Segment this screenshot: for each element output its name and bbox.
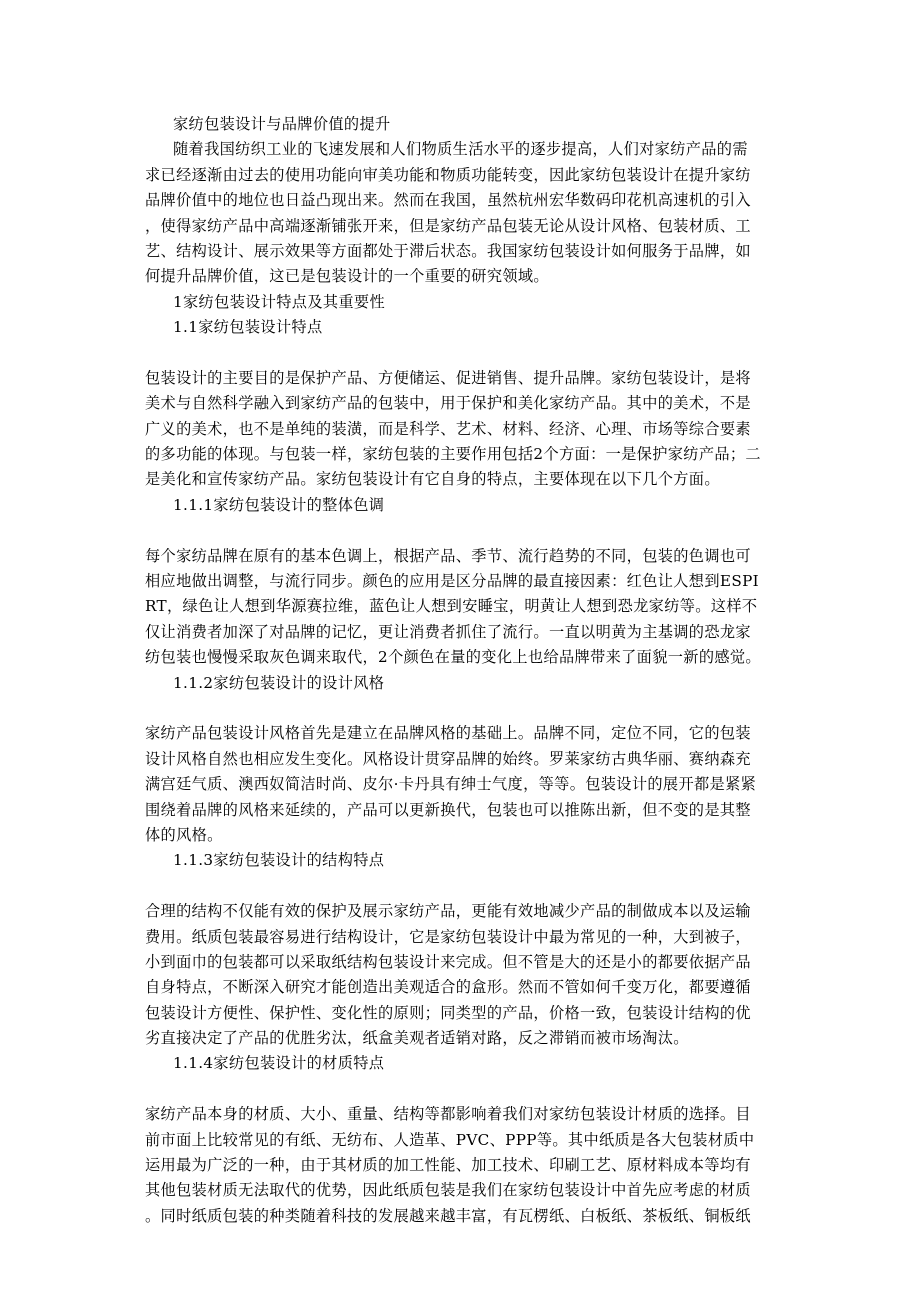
paragraph-line: 广义的美术，也不是单纯的装潢，而是科学、艺术、材料、经济、心理、市场等综合要素 bbox=[145, 419, 751, 438]
paragraph-line: 围绕着品牌的风格来延续的，产品可以更新换代，包装也可以推陈出新，但不变的是其整 bbox=[145, 800, 751, 819]
paragraph-line: 。同时纸质包装的种类随着科技的发展越来越丰富，有瓦楞纸、白板纸、茶板纸、铜板纸 bbox=[145, 1206, 751, 1225]
paragraph-line: ，使得家纺产品中高端逐渐铺张开来，但是家纺产品包装无论从设计风格、包装材质、工 bbox=[145, 216, 751, 235]
paragraph-line: 的多功能的体现。与包装一样，家纺包装的主要作用包括2个方面：一是保护家纺产品；二 bbox=[145, 445, 761, 464]
paragraph-line: 每个家纺品牌在原有的基本色调上，根据产品、季节、流行趋势的不同，包装的色调也可 bbox=[145, 546, 751, 565]
paragraph-line: 何提升品牌价值，这已是包装设计的一个重要的研究领域。 bbox=[145, 267, 549, 286]
document-title: 家纺包装设计与品牌价值的提升 bbox=[173, 115, 391, 133]
paragraph-line: 家纺产品本身的材质、大小、重量、结构等都影响着我们对家纺包装设计材质的选择。目 bbox=[145, 1105, 751, 1124]
paragraph-line: 运用最为广泛的一种，由于其材质的加工性能、加工技术、印刷工艺、原材料成本等均有 bbox=[145, 1156, 751, 1175]
section-1-1-paragraph bbox=[145, 366, 775, 493]
spacer bbox=[145, 518, 775, 543]
paragraph-line: 小到面巾的包装都可以采取纸结构包装设计来完成。但不管是大的还是小的都要依据产品 bbox=[145, 952, 751, 971]
spacer bbox=[145, 874, 775, 899]
paragraph-line: 劣直接决定了产品的优胜劣汰，纸盒美观者适销对路，反之滞销而被市场淘汰。 bbox=[145, 1029, 689, 1048]
paragraph-line: 仅让消费者加深了对品牌的记忆，更让消费者抓住了流行。一直以明黄为主基调的恐龙家 bbox=[145, 622, 751, 641]
paragraph-line: 艺、结构设计、展示效果等方面都处于滞后状态。我国家纺包装设计如何服务于品牌，如 bbox=[145, 241, 751, 260]
paragraph-line: 求已经逐渐由过去的使用功能向审美功能和物质功能转变，因此家纺包装设计在提升家纺 bbox=[145, 165, 751, 184]
paragraph-line: 相应地做出调整，与流行同步。颜色的应用是区分品牌的最直接因素：红色让人想到ESPI bbox=[145, 572, 759, 591]
subsection-heading: 1.1.1家纺包装设计的整体色调 bbox=[173, 495, 385, 514]
paragraph-line: 纺包装也慢慢采取灰色调来取代，2个颜色在量的变化上也给品牌带来了面貌一新的感觉。 bbox=[145, 648, 761, 667]
subsection-heading: 1.1.2家纺包装设计的设计风格 bbox=[173, 673, 385, 692]
section-1-1-3-paragraph bbox=[145, 899, 775, 1051]
document-page bbox=[145, 112, 775, 1229]
paragraph-line: 美术与自然科学融入到家纺产品的包装中，用于保护和美化家纺产品。其中的美术，不是 bbox=[145, 394, 751, 413]
paragraph-line: 其他包装材质无法取代的优势，因此纸质包装是我们在家纺包装设计中首先应考虑的材质 bbox=[145, 1181, 751, 1200]
paragraph-line: 自身特点，不断深入研究才能创造出美观适合的盒形。然而不管如何千变万化，都要遵循 bbox=[145, 978, 751, 997]
paragraph-line: 品牌价值中的地位也日益凸现出来。然而在我国，虽然杭州宏华数码印花机高速机的引入 bbox=[145, 191, 751, 210]
paragraph-line: 费用。纸质包装最容易进行结构设计，它是家纺包装设计中最为常见的一种，大到被子， bbox=[145, 927, 751, 946]
subsection-heading: 1.1.4家纺包装设计的材质特点 bbox=[173, 1054, 385, 1073]
paragraph-line: 前市面上比较常见的有纸、无纺布、人造革、PVC、PPP等。其中纸质是各大包装材质中 bbox=[145, 1130, 755, 1149]
spacer bbox=[145, 696, 775, 721]
section-1-1-4-paragraph bbox=[145, 1102, 775, 1229]
paragraph-line: 家纺产品包装设计风格首先是建立在品牌风格的基础上。品牌不同，定位不同，它的包装 bbox=[145, 724, 751, 743]
paragraph-line: 是美化和宣传家纺产品。家纺包装设计有它自身的特点，主要体现在以下几个方面。 bbox=[145, 470, 720, 489]
paragraph-line: 体的风格。 bbox=[145, 825, 223, 844]
spacer bbox=[145, 341, 775, 366]
subsection-heading: 1.1家纺包装设计特点 bbox=[173, 318, 323, 337]
paragraph-line: RT，绿色让人想到华源赛拉维，蓝色让人想到安睡宝，明黄让人想到恐龙家纺等。这样不 bbox=[145, 597, 758, 616]
paragraph-line: 包装设计的主要目的是保护产品、方便储运、促进销售、提升品牌。家纺包装设计，是将 bbox=[145, 368, 751, 387]
intro-paragraph bbox=[145, 137, 775, 289]
paragraph-line: 满宫廷气质、澳西奴简洁时尚、皮尔·卡丹具有绅士气度，等等。包装设计的展开都是紧紧 bbox=[145, 775, 757, 794]
section-1-1-1-paragraph bbox=[145, 544, 775, 671]
paragraph-line: 包装设计方便性、保护性、变化性的原则；同类型的产品，价格一致，包装设计结构的优 bbox=[145, 1003, 751, 1022]
spacer bbox=[145, 1077, 775, 1102]
section-1-1-2-paragraph bbox=[145, 721, 775, 848]
subsection-heading: 1.1.3家纺包装设计的结构特点 bbox=[173, 851, 385, 870]
section-heading: 1家纺包装设计特点及其重要性 bbox=[173, 292, 386, 311]
paragraph-line: 合理的结构不仅能有效的保护及展示家纺产品，更能有效地减少产品的制做成本以及运输 bbox=[145, 902, 751, 921]
paragraph-line: 设计风格自然也相应发生变化。风格设计贯穿品牌的始终。罗莱家纺古典华丽、赛纳森充 bbox=[145, 749, 751, 768]
paragraph-line: 随着我国纺织工业的飞速发展和人们物质生活水平的逐步提高，人们对家纺产品的需 bbox=[173, 140, 748, 159]
